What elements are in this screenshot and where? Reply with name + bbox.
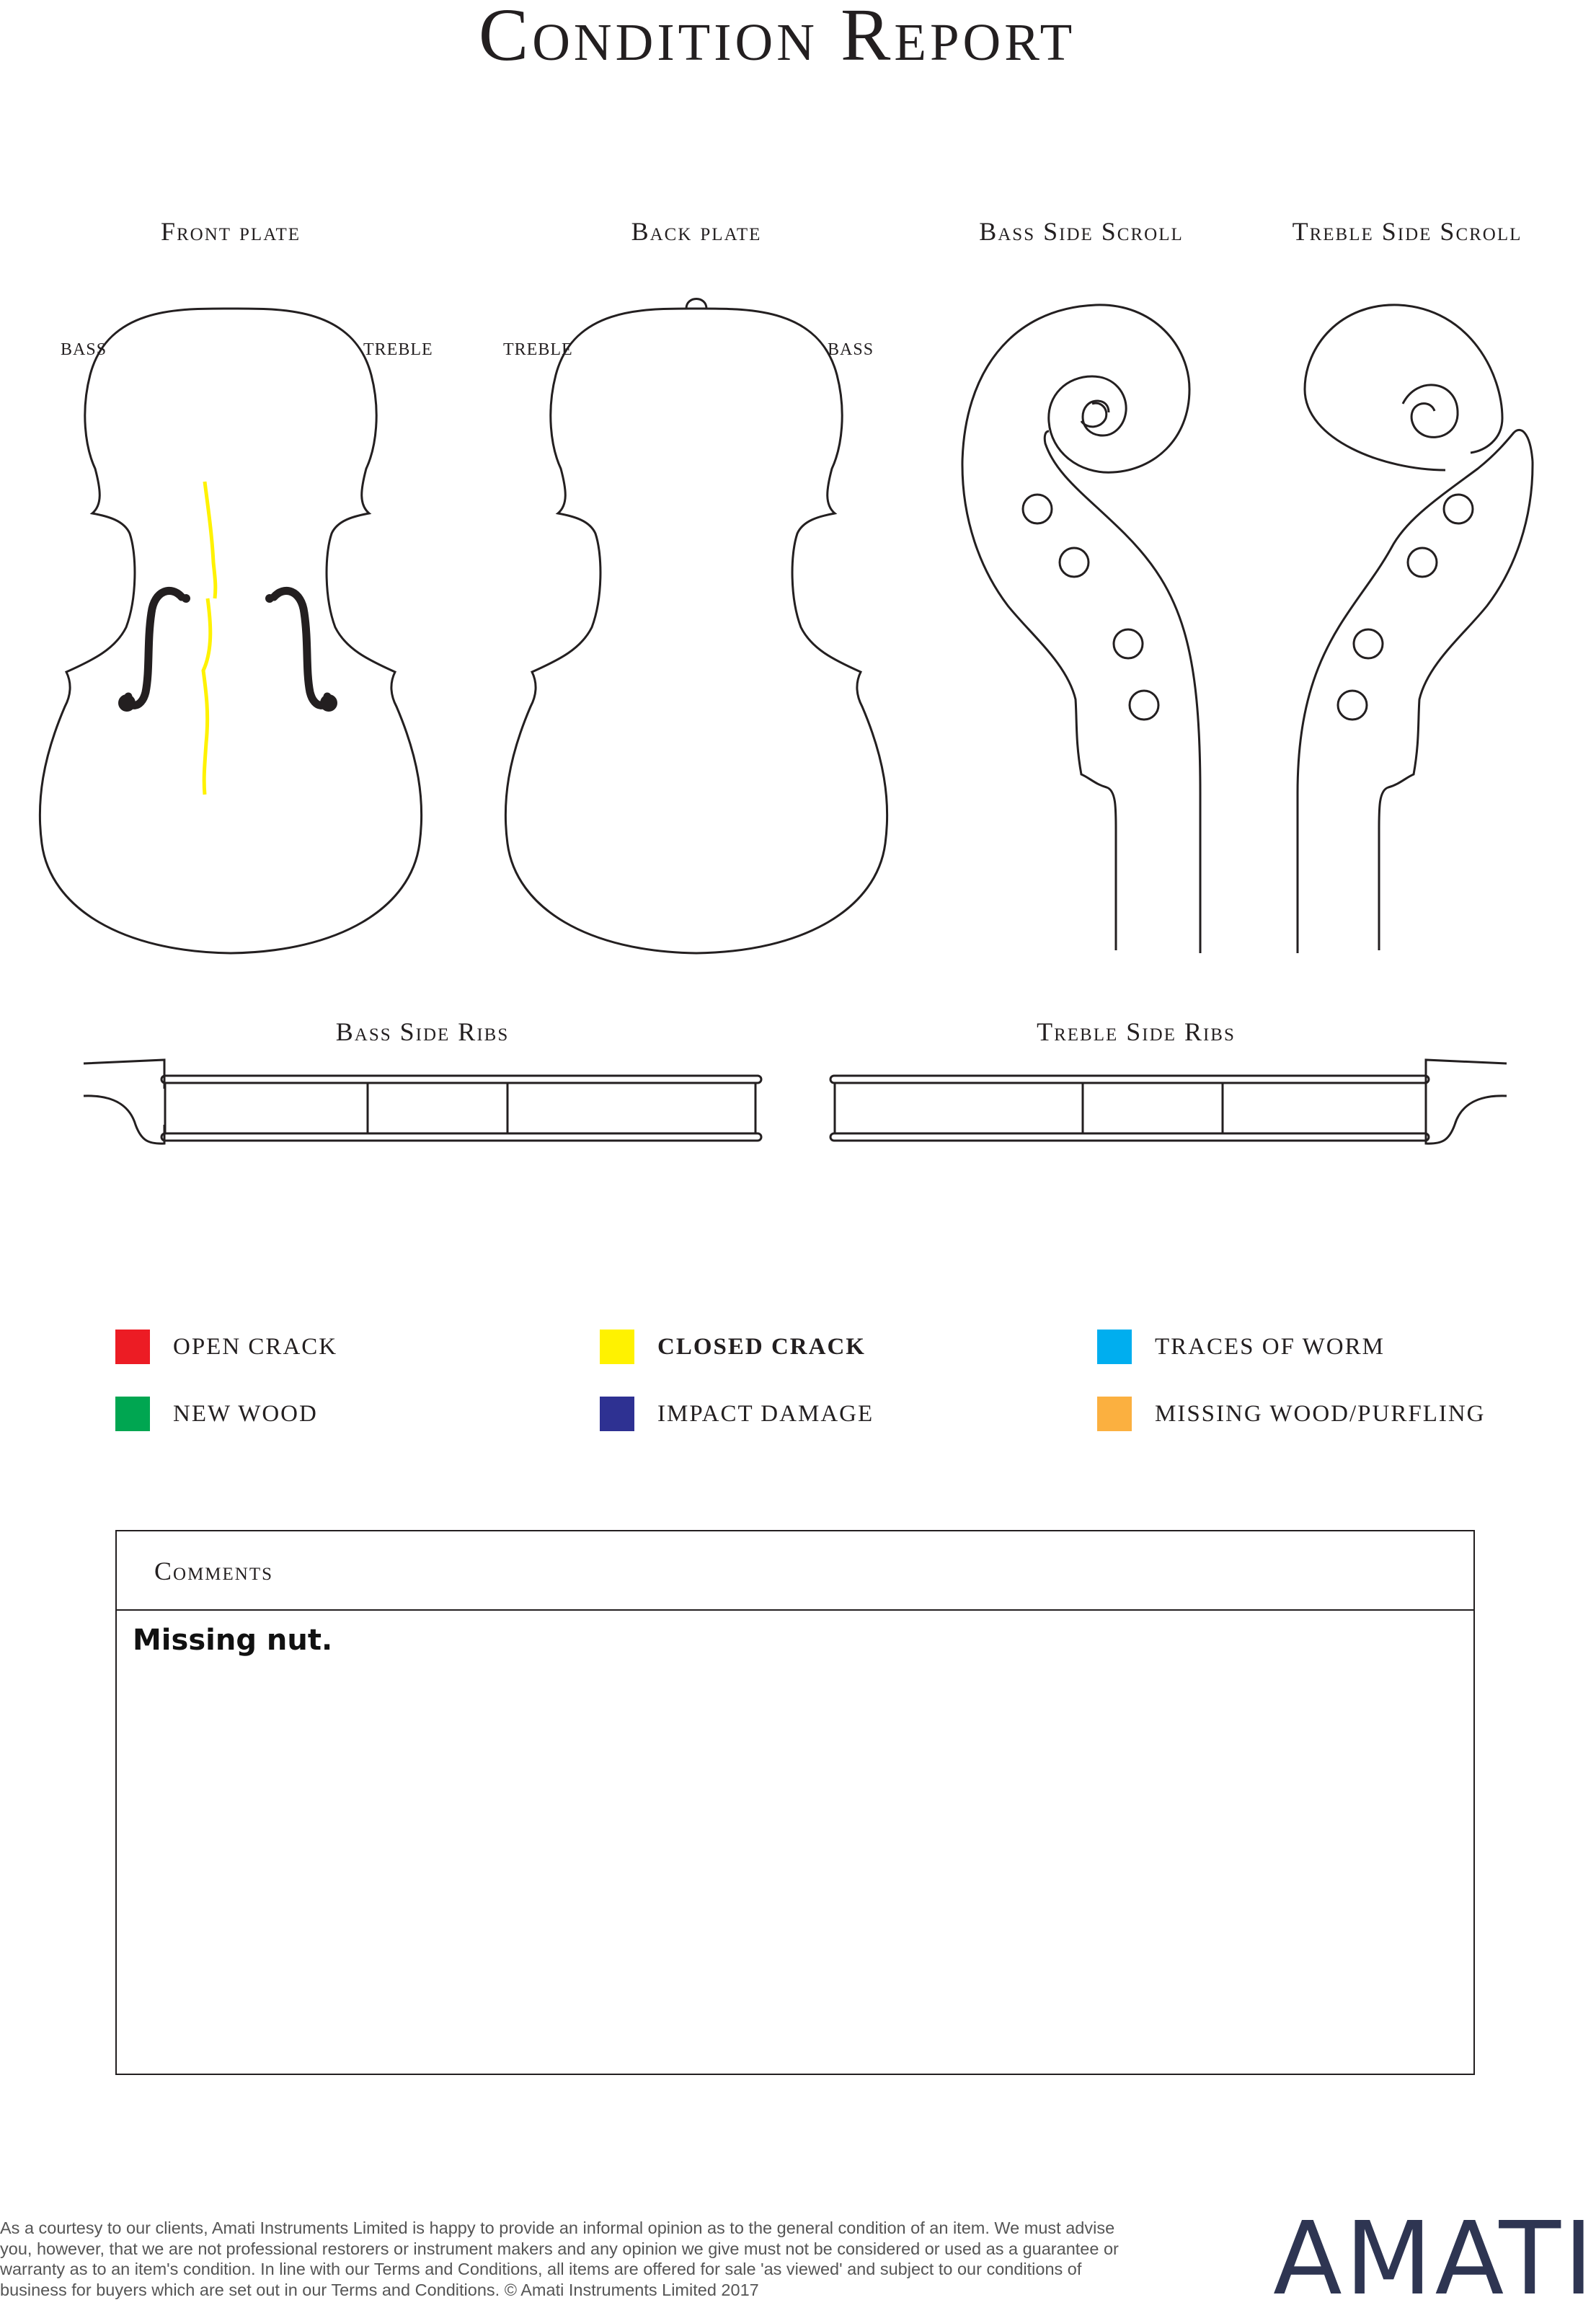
treble-scroll-peg-hole-2 xyxy=(1408,548,1437,577)
front-plate-bass-label: BASS xyxy=(61,340,107,359)
treble-scroll-volute-inner xyxy=(1403,385,1458,438)
front-plate-outline xyxy=(40,309,421,953)
treble-scroll-peg-hole-3 xyxy=(1354,629,1383,658)
bass-scroll-peg-hole-1 xyxy=(1023,495,1052,523)
comments-text: Missing nut. xyxy=(133,1624,333,1657)
amati-logo: AMATI xyxy=(1273,2200,1596,2318)
bass-ribs-neck-heel xyxy=(84,1096,164,1143)
legend-swatch xyxy=(1097,1397,1132,1431)
legend-item-impact-damage xyxy=(600,1397,874,1431)
bass-scroll-back xyxy=(1045,431,1200,953)
legend-swatch xyxy=(600,1330,634,1364)
treble-ribs-top-edge xyxy=(830,1076,1429,1083)
legend-label: OPEN CRACK xyxy=(173,1333,338,1360)
front-plate-label: Front plate xyxy=(160,217,301,246)
treble-ribs-neck-top xyxy=(1426,1060,1507,1089)
treble-f-hole xyxy=(274,590,327,705)
closed-crack-marking xyxy=(203,482,216,795)
treble-scroll-peg-hole-1 xyxy=(1444,495,1473,523)
treble-scroll-peg-hole-4 xyxy=(1338,691,1367,720)
legend-item-new-wood xyxy=(115,1397,318,1431)
bass-scroll-peg-hole-3 xyxy=(1114,629,1143,658)
bass-scroll-peg-hole-2 xyxy=(1060,548,1089,577)
legend-swatch xyxy=(600,1397,634,1431)
back-plate-button xyxy=(686,299,706,309)
legend-label: NEW WOOD xyxy=(173,1400,318,1427)
legend-swatch xyxy=(115,1330,150,1364)
bass-scroll-peg-hole-4 xyxy=(1130,691,1158,720)
bass-ribs-neck-top xyxy=(84,1060,164,1089)
bass-side-ribs-label: Bass Side Ribs xyxy=(335,1017,510,1046)
back-plate-treble-label: TREBLE xyxy=(503,340,573,359)
bass-side-scroll-label: Bass Side Scroll xyxy=(979,217,1184,246)
legend-label: TRACES OF WORM xyxy=(1155,1333,1385,1360)
treble-side-ribs-label: Treble Side Ribs xyxy=(1037,1017,1236,1046)
legend-label: MISSING WOOD/PURFLING xyxy=(1155,1400,1486,1427)
legend-label: CLOSED CRACK xyxy=(657,1333,866,1360)
treble-side-scroll-label: Treble Side Scroll xyxy=(1292,217,1522,246)
front-plate-treble-label: TREBLE xyxy=(363,340,433,359)
treble-ribs-neck-heel xyxy=(1426,1096,1507,1143)
back-plate-label: Back plate xyxy=(631,217,762,246)
treble-ribs-bottom-edge xyxy=(830,1133,1429,1141)
legend-item-open-crack xyxy=(115,1330,337,1364)
treble-scroll-volute-outer xyxy=(1305,305,1502,470)
page-title: Condition Report xyxy=(478,0,1076,76)
legend-swatch xyxy=(115,1397,150,1431)
legend-item-traces-of-worm xyxy=(1097,1330,1385,1364)
disclaimer-text: As a courtesy to our clients, Amati Instruments Limited is happy to provide an informal opinion as to the general condition of an item. We must advise you, however, that we are not professional restorers or instrument makers and any opinion we give must not be considered or used as a guarantee or warranty as to an item's condition. In line with our Terms and Conditions, all items are offered for sale 'as viewed' and subject to our conditions of business for buyers which are set out in our Terms and Conditions. © Amati Instruments Limited 2017 xyxy=(0,2219,1119,2299)
comments-heading: Comments xyxy=(117,1531,1473,1611)
comments-box xyxy=(115,1530,1475,2075)
back-plate-outline xyxy=(505,309,887,953)
bass-ribs-bottom-edge xyxy=(161,1133,761,1141)
legend-label: IMPACT DAMAGE xyxy=(657,1400,874,1427)
back-plate-bass-label: BASS xyxy=(828,340,874,359)
legend-item-missing-wood-purfling xyxy=(1097,1397,1486,1431)
legend-swatch xyxy=(1097,1330,1132,1364)
legend-item-closed-crack xyxy=(600,1330,866,1364)
bass-ribs-top-edge xyxy=(161,1076,761,1083)
treble-scroll-outline xyxy=(1298,430,1533,953)
bass-scroll-outline xyxy=(962,305,1189,950)
bass-f-hole xyxy=(128,590,182,705)
